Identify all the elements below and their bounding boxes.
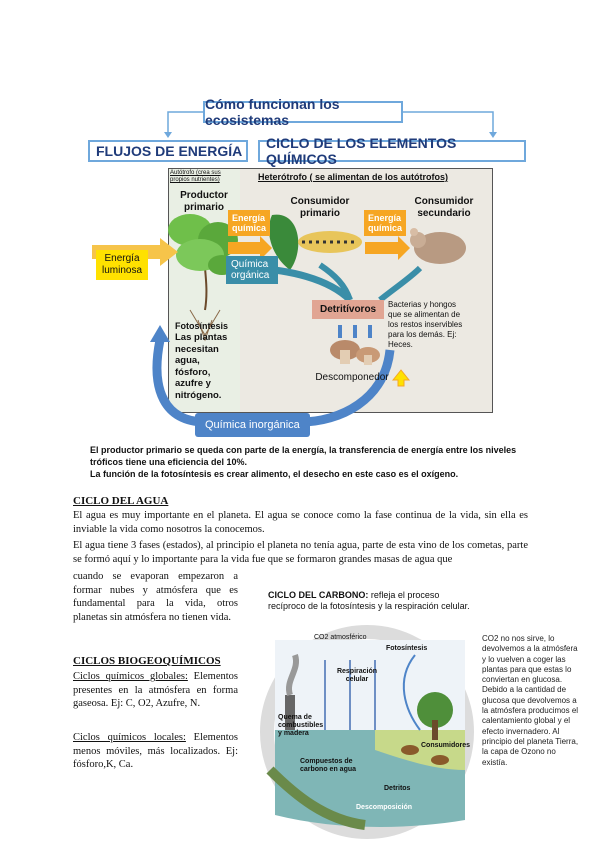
mushroom-illustration: [330, 340, 380, 365]
global-cycles-desc: Elementos presentes en la atmósfera en forma gaseosa. Ej: C, O2, Azufre, N.: [73, 671, 238, 710]
detritivores-box: Detritívoros: [312, 300, 384, 319]
local-cycles-text: [73, 731, 238, 772]
chemical-energy-box-1: Energía química: [228, 210, 270, 236]
primary-consumer-label: Consumidor primario: [290, 196, 350, 219]
carbon-decomposition-label: Descomposición: [356, 804, 413, 811]
photosynthesis-label: Fotosíntesis: [175, 321, 229, 331]
plants-need-text: Las plantas necesitan agua, fósforo, azufre y nitrógeno.: [175, 332, 228, 401]
light-energy-box: Energía luminosa: [96, 250, 148, 280]
secondary-consumer-label: Consumidor secundario: [414, 196, 474, 219]
carbon-photosynthesis-label: Fotosíntesis: [386, 645, 428, 652]
mouse-illustration: [410, 228, 466, 264]
organic-chemistry-box: Química orgánica: [226, 256, 278, 284]
local-cycles-desc: Elementos menos móviles, más localizados. Ej: fósforo,K, Ca.: [73, 732, 238, 771]
decomposer-label: Descomponedor: [315, 372, 389, 383]
carbon-detritus-label: Detritos: [384, 785, 411, 792]
carbon-cycle-heading: [268, 590, 478, 612]
global-cycles-text: [73, 670, 238, 711]
local-cycles-label: Ciclos químicos locales:: [73, 732, 186, 743]
carbon-cycle-subtitle: refleja el proceso recíproco de la fotosíntesis y la respiración celular.: [268, 590, 470, 611]
chemical-energy-box-2: Energía química: [364, 210, 406, 236]
carbon-respiration-label: Respiración celular: [336, 668, 378, 683]
carbon-side-note: CO2 no nos sirve, lo devolvemos a la atmósfera y lo vuelven a coger las plantas para que estas lo conviertan en glucosa. Debido a la cantidad de glucosa que devolvemos a la atmósfera producimos el calentamiento global y el efecto invernadero. Al principio del planeta Tierra, la capa de Ozono no existía.: [482, 634, 579, 767]
water-cycle-paragraph-1: El agua es muy importante en el planeta. El agua se conoce como la fase continua de la vida, sin ella es inviable la vida como nosotros la conocemos.: [73, 510, 528, 535]
caterpillar-illustration: [269, 215, 362, 270]
biogeochemical-title: CICLOS BIOGEOQUÍMICOS: [73, 655, 221, 667]
bacteria-note: Bacterias y hongos que se alimentan de los restos inservibles para los demás. Ej: Heces.: [388, 300, 463, 349]
global-cycles-label: Ciclos químicos globales:: [73, 671, 188, 682]
diagram-caption-2: La función de la fotosíntesis es crear alimento, el desecho en este caso es el oxígeno.: [90, 469, 459, 479]
page-title: Cómo funcionan los ecosistemas: [203, 101, 403, 123]
carbon-consumers-label: Consumidores: [421, 742, 471, 749]
carbon-burning-label: Quema de combustibles y madera: [278, 714, 324, 737]
heterotroph-label: Heterótrofo ( se alimentan de los autótrofos): [258, 172, 449, 182]
water-cycle-paragraph-2: El agua tiene 3 fases (estados), al principio el planeta no tenía agua, parte de esta vino de los cometas, parte se formó aquí y lo importante para la vida fue que se formaron grandes masas de agua que: [73, 540, 528, 565]
branch-energy-flow: FLUJOS DE ENERGÍA: [88, 140, 248, 162]
water-cycle-title: CICLO DEL AGUA: [73, 495, 169, 507]
carbon-compounds-label: Compuestos de carbono en agua: [300, 758, 357, 773]
autotroph-label: Autótrofo (crea sus propios nutrientes): [170, 170, 221, 183]
carbon-cycle-title: CICLO DEL CARBONO:: [268, 590, 369, 600]
diagram-caption-1: El productor primario se queda con parte de la energía, la transferencia de energía entre los niveles tróficos tiene una eficiencia del 10%.: [90, 445, 517, 467]
carbon-co2-label: CO2 atmosférico: [314, 634, 367, 641]
inorganic-chemistry-box: Química inorgánica: [195, 413, 310, 437]
producer-label: Productor primario: [180, 190, 228, 213]
branch-chemical-cycle: CICLO DE LOS ELEMENTOS QUÍMICOS: [258, 140, 526, 162]
water-cycle-paragraph-3: cuando se evaporan empezaron a formar nubes y atmósfera que es fundamental para la vida, otros planetas sin atmósfera no tienen vida.: [73, 571, 238, 623]
